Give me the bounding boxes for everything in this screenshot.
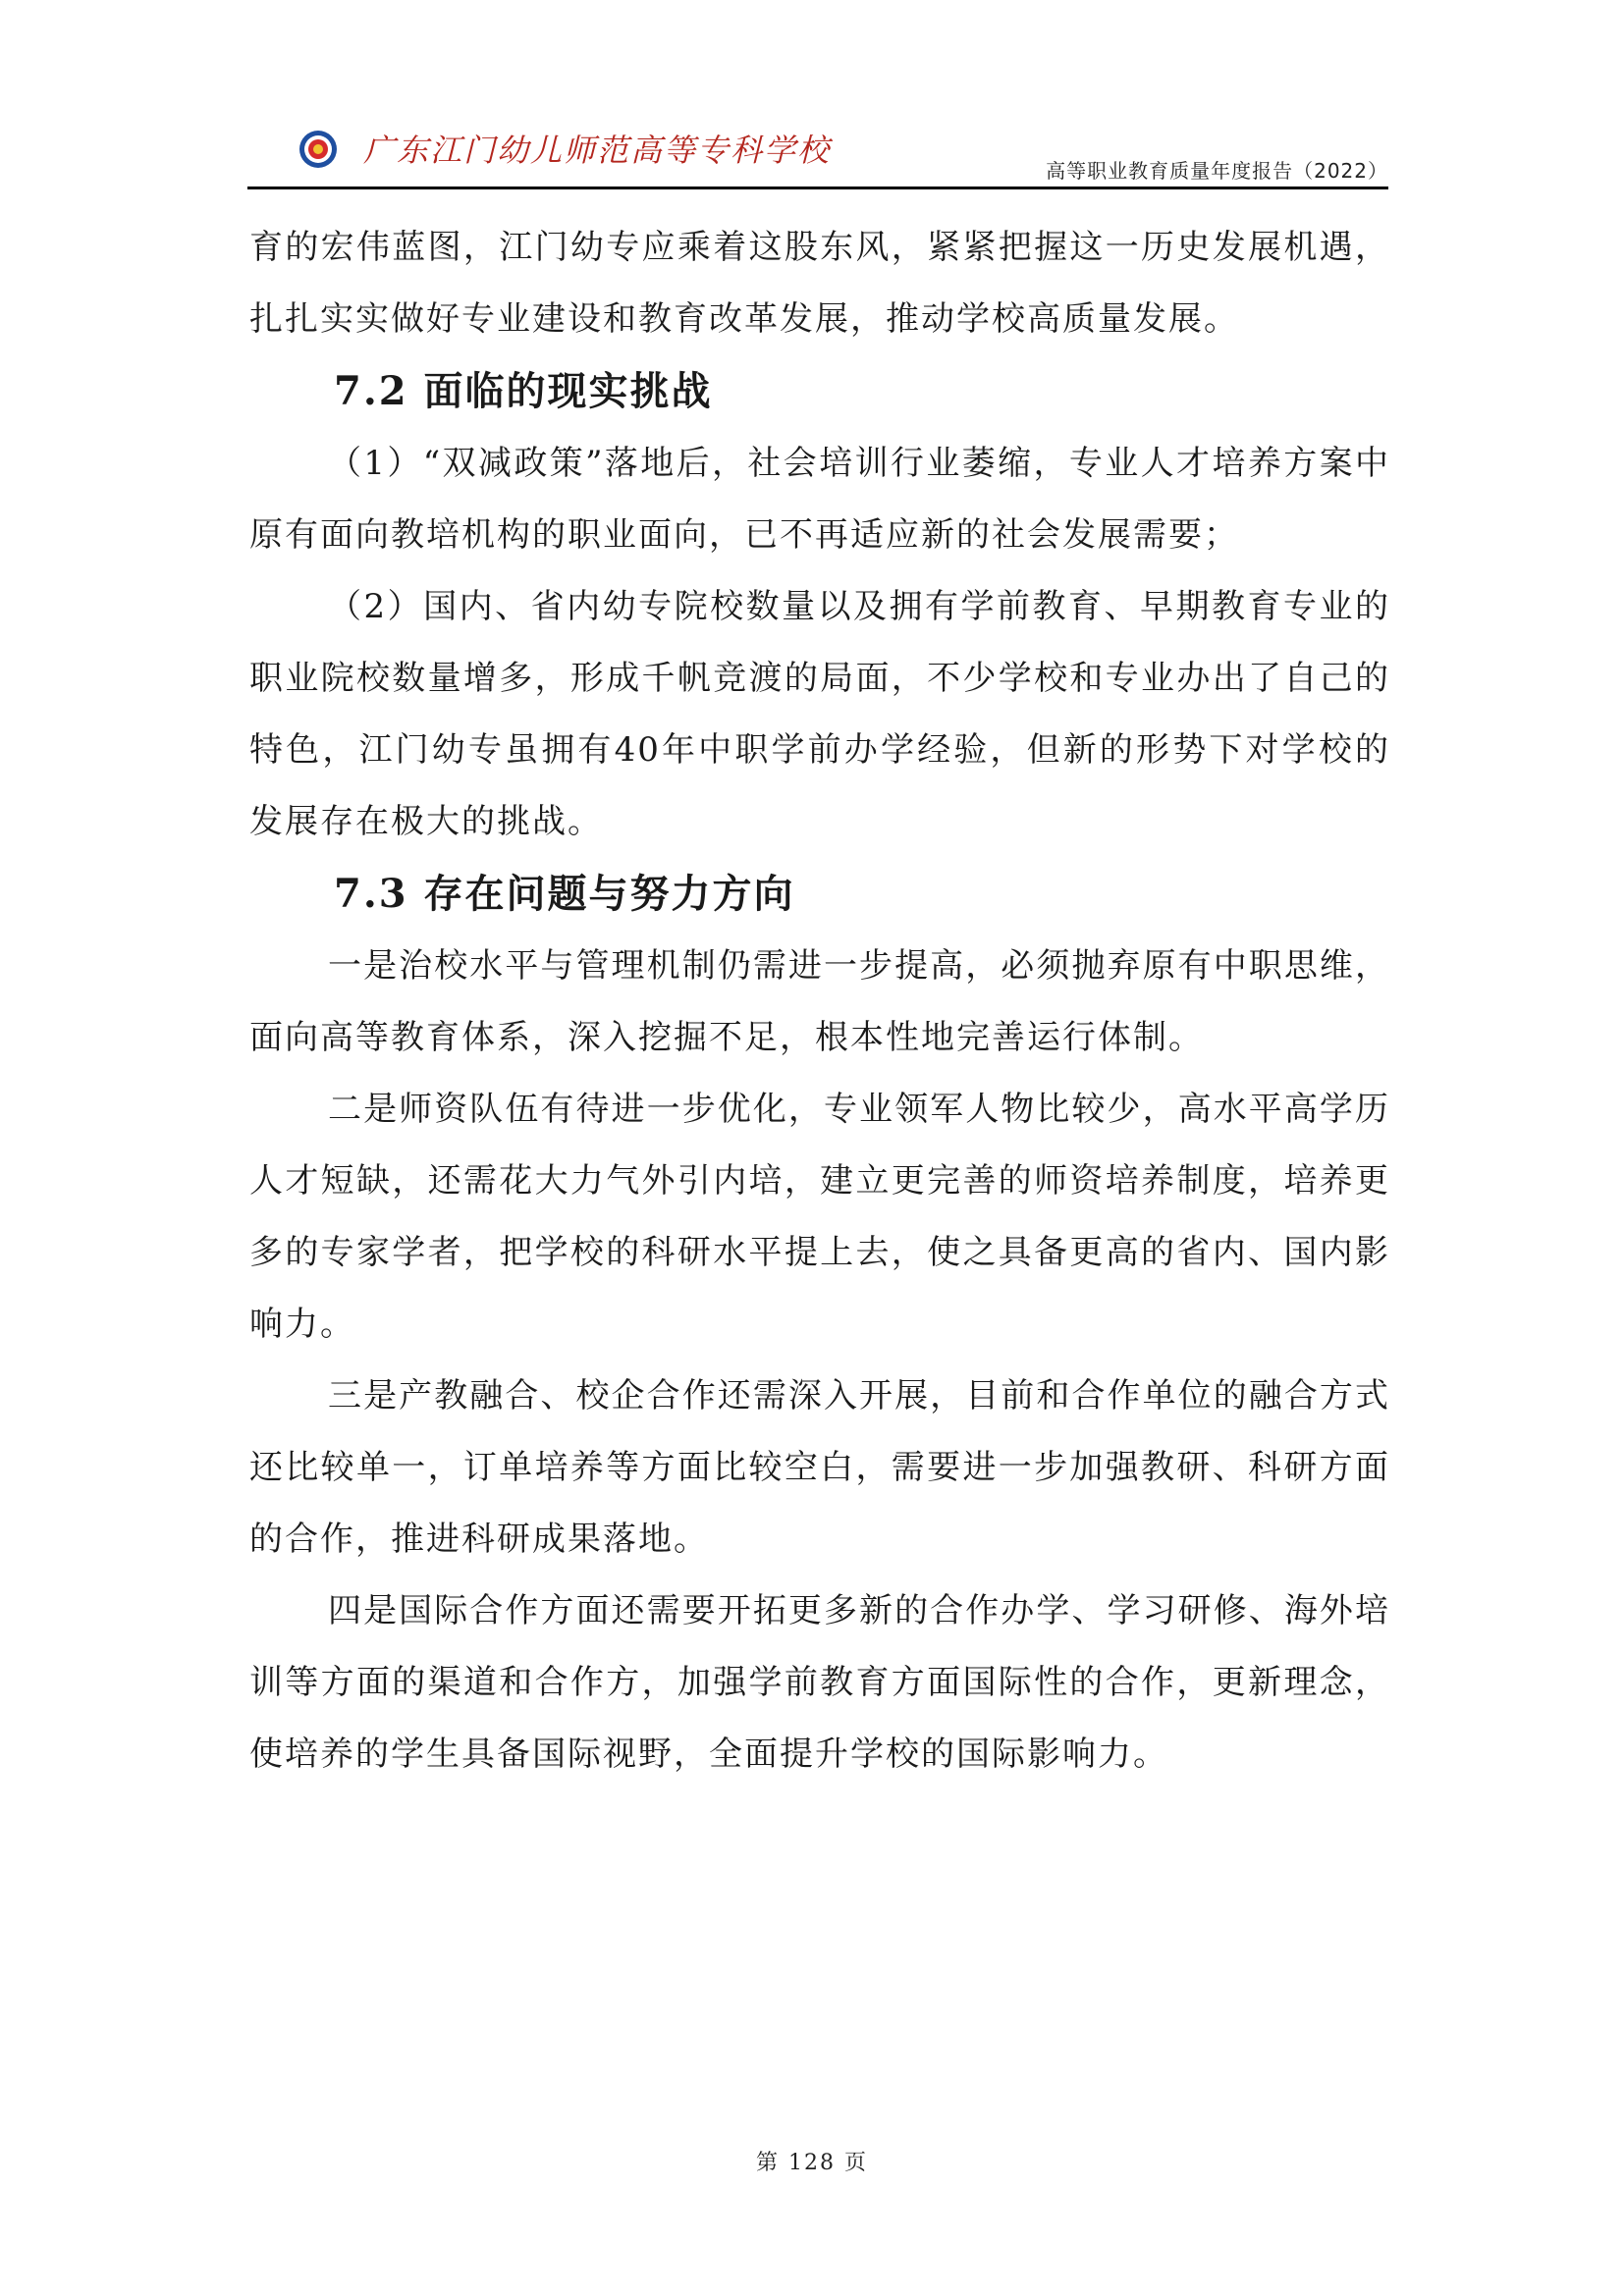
section-heading-7-3: 7.3 存在问题与努力方向 [334,871,795,917]
page-body [249,212,1390,1790]
report-title: 高等职业教育质量年度报告（2022） [1046,159,1388,183]
page-header [247,116,1388,194]
paragraph-issue-1: 一是治校水平与管理机制仍需进一步提高，必须抛弃原有中职思维，面向高等教育体系，深入挖掘不足，根本性地完善运行体制。 [249,946,1390,1057]
paragraph-issue-4: 四是国际合作方面还需要开拓更多新的合作办学、学习研修、海外培训等方面的渠道和合作方，加强学前教育方面国际性的合作，更新理念，使培养的学生具备国际视野，全面提升学校的国际影响力。 [249,1591,1390,1774]
page-number: 第 128 页 [756,2151,868,2175]
school-name: 广东江门幼儿师范高等专科学校 [363,132,832,169]
header-divider [247,187,1388,189]
school-logo-icon [298,130,338,169]
paragraph-continuation: 育的宏伟蓝图，江门幼专应乘着这股东风，紧紧把握这一历史发展机遇，扎扎实实做好专业建设和教育改革发展，推动学校高质量发展。 [249,228,1390,339]
paragraph-issue-2: 二是师资队伍有待进一步优化，专业领军人物比较少，高水平高学历人才短缺，还需花大力气外引内培，建立更完善的师资培养制度，培养更多的专家学者，把学校的科研水平提上去，使之具备更高的省内、国内影响力。 [249,1090,1390,1344]
section-heading-7-2: 7.2 面临的现实挑战 [334,368,713,414]
paragraph-challenge-2: （2）国内、省内幼专院校数量以及拥有学前教育、早期教育专业的职业院校数量增多，形成千帆竞渡的局面，不少学校和专业办出了自己的特色，江门幼专虽拥有40年中职学前办学经验，但新的形势下对学校的发展存在极大的挑战。 [249,587,1390,841]
paragraph-issue-3: 三是产教融合、校企合作还需深入开展，目前和合作单位的融合方式还比较单一，订单培养等方面比较空白，需要进一步加强教研、科研方面的合作，推进科研成果落地。 [249,1376,1390,1559]
paragraph-challenge-1: （1）“双减政策”落地后，社会培训行业萎缩，专业人才培养方案中原有面向教培机构的职业面向，已不再适应新的社会发展需要； [249,444,1390,555]
